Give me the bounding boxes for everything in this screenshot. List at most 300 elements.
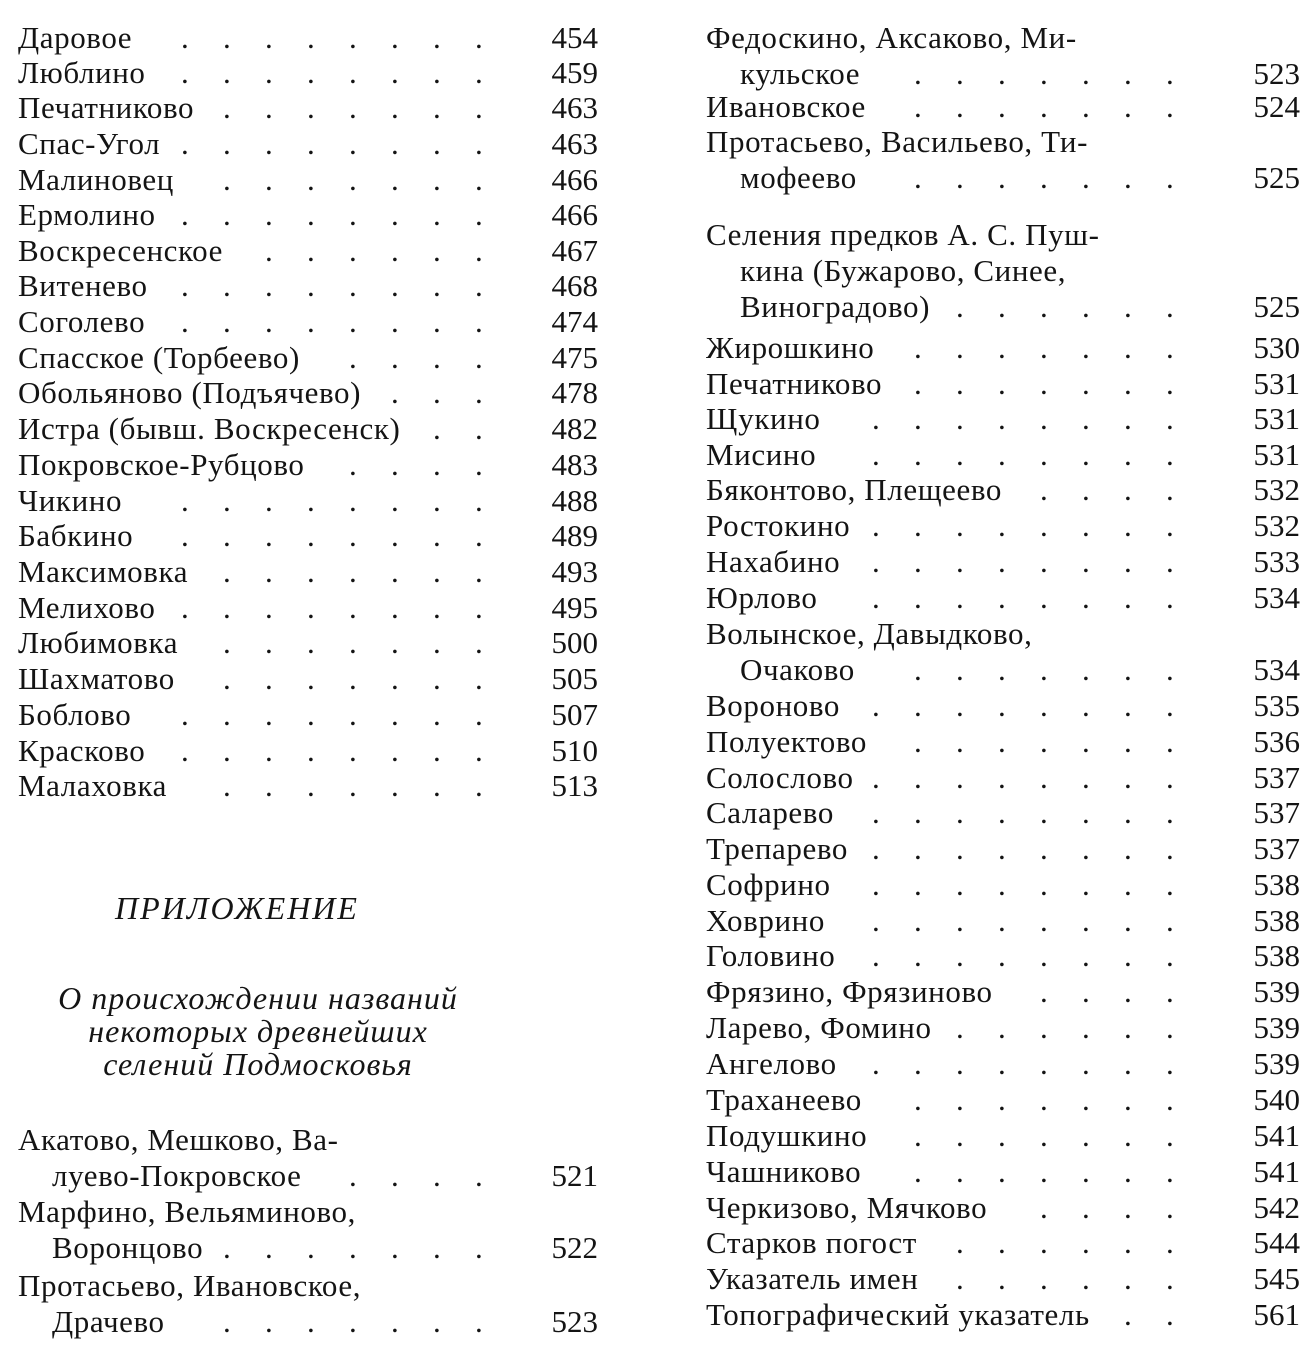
leader-dot: . xyxy=(1166,580,1175,615)
leader-dot: . xyxy=(433,518,442,553)
leader-dot: . xyxy=(433,1304,442,1339)
leader-dot: . xyxy=(998,1046,1007,1081)
toc-page-number: 488 xyxy=(551,483,598,518)
leader-dot: . xyxy=(391,554,400,589)
leader-dot: . xyxy=(433,162,442,197)
toc-page-number: 463 xyxy=(551,90,598,125)
leader-dot: . xyxy=(475,126,484,161)
leader-dot: . xyxy=(1166,795,1175,830)
leader-dot: . xyxy=(265,733,274,768)
leader-dot: . xyxy=(872,544,881,579)
leader-dot: . xyxy=(475,768,484,803)
toc-page-number: 534 xyxy=(1253,580,1300,615)
leader-dot: . xyxy=(433,625,442,660)
leader-dot: . xyxy=(1166,544,1175,579)
toc-entry xyxy=(706,472,1175,508)
leader-dot: . xyxy=(391,590,400,625)
leader-dot: . xyxy=(956,366,965,401)
toc-entry xyxy=(706,831,1175,867)
leader-dot: . xyxy=(223,90,232,125)
leader-dot: . xyxy=(265,1230,274,1265)
toc-page-number: 537 xyxy=(1253,831,1300,866)
leader-dot: . xyxy=(307,162,316,197)
leader-dot: . xyxy=(1082,508,1091,543)
leader-dot: . xyxy=(391,55,400,90)
leader-dot: . xyxy=(998,160,1007,195)
toc-page-number: 507 xyxy=(551,697,598,732)
toc-entry xyxy=(706,903,1175,939)
leader-dot: . xyxy=(1166,1225,1175,1260)
leader-dot: . xyxy=(391,375,400,410)
leader-dot: . xyxy=(998,437,1007,472)
leader-dot: . xyxy=(914,330,923,365)
leader-dot: . xyxy=(475,733,484,768)
leader-dot: . xyxy=(1124,831,1133,866)
leader-dot: . xyxy=(1124,472,1133,507)
leader-dot: . xyxy=(1166,437,1175,472)
toc-entry xyxy=(706,724,1175,760)
leader-dot: . xyxy=(1166,1046,1175,1081)
leader-dot: . xyxy=(1166,56,1175,91)
leader-dot: . xyxy=(998,56,1007,91)
toc-entry xyxy=(18,304,484,340)
toc-entry xyxy=(18,268,484,304)
leader-dot: . xyxy=(998,1010,1007,1045)
leader-dot: . xyxy=(181,55,190,90)
leader-dot: . xyxy=(265,768,274,803)
leader-dot: . xyxy=(872,795,881,830)
leader-dot: . xyxy=(223,554,232,589)
toc-entry-title: Истра (бывш. Воскресенск) xyxy=(18,411,401,446)
leader-dot: . xyxy=(1040,867,1049,902)
leader-dot: . xyxy=(956,1010,965,1045)
leader-dot: . xyxy=(349,126,358,161)
leader-dot: . xyxy=(265,268,274,303)
toc-entry-title: Щукино xyxy=(706,401,821,436)
toc-entry-title: Волынское, Давыдково, xyxy=(706,616,1033,651)
toc-entry-title: Полуектово xyxy=(706,724,868,759)
leader-dot: . xyxy=(1124,724,1133,759)
leader-dot: . xyxy=(914,1046,923,1081)
leader-dot: . xyxy=(349,661,358,696)
leader-dot: . xyxy=(1124,89,1133,124)
toc-entry xyxy=(18,554,484,590)
toc-entry xyxy=(706,1261,1175,1297)
toc-page-number: 468 xyxy=(551,268,598,303)
leader-dot: . xyxy=(872,580,881,615)
leader-dot: . xyxy=(265,661,274,696)
leader-dot: . xyxy=(433,126,442,161)
toc-entry xyxy=(18,340,484,376)
leader-dot: . xyxy=(181,733,190,768)
leader-dot: . xyxy=(1166,938,1175,973)
leader-dot: . xyxy=(1040,1082,1049,1117)
leader-dot: . xyxy=(391,661,400,696)
toc-entry xyxy=(706,867,1175,903)
toc-page-number: 474 xyxy=(551,304,598,339)
leader-dot: . xyxy=(956,580,965,615)
toc-entry xyxy=(18,197,484,233)
toc-entry-title: Черкизово, Мячково xyxy=(706,1190,988,1225)
leader-dot: . xyxy=(956,330,965,365)
toc-page-number: 539 xyxy=(1253,1010,1300,1045)
leader-dot: . xyxy=(998,544,1007,579)
leader-dot: . xyxy=(956,903,965,938)
leader-dot: . xyxy=(914,56,923,91)
leader-dot: . xyxy=(1082,903,1091,938)
toc-entry xyxy=(706,795,1175,831)
leader-dot: . xyxy=(433,197,442,232)
toc-entry-title: Максимовка xyxy=(18,554,189,589)
leader-dot: . xyxy=(181,697,190,732)
leader-dot: . xyxy=(1082,1154,1091,1189)
toc-entry xyxy=(706,20,1175,92)
toc-page-number: 483 xyxy=(551,447,598,482)
leader-dot: . xyxy=(998,89,1007,124)
leader-dot: . xyxy=(1124,688,1133,723)
toc-entry-title: Указатель имен xyxy=(706,1261,919,1296)
leader-dot: . xyxy=(914,89,923,124)
leader-dot: . xyxy=(307,483,316,518)
toc-entry-title: Мелихово xyxy=(18,590,156,625)
leader-dot: . xyxy=(956,1261,965,1296)
leader-dot: . xyxy=(223,768,232,803)
leader-dot: . xyxy=(181,197,190,232)
toc-entry xyxy=(706,124,1175,196)
leader-dot: . xyxy=(307,733,316,768)
leader-dot: . xyxy=(1124,1261,1133,1296)
leader-dot: . xyxy=(998,1154,1007,1189)
toc-entry xyxy=(706,366,1175,402)
leader-dot: . xyxy=(307,590,316,625)
leader-dot: . xyxy=(265,518,274,553)
toc-page-number: 493 xyxy=(551,554,598,589)
leader-dot: . xyxy=(998,580,1007,615)
leader-dot: . xyxy=(1124,1010,1133,1045)
leader-dot: . xyxy=(1040,160,1049,195)
leader-dot: . xyxy=(1082,1225,1091,1260)
leader-dot: . xyxy=(1124,56,1133,91)
toc-entry xyxy=(18,233,484,269)
toc-entry-title: Софрино xyxy=(706,867,831,902)
leader-dot: . xyxy=(872,437,881,472)
toc-page-number: 539 xyxy=(1253,974,1300,1009)
leader-dot: . xyxy=(1040,472,1049,507)
toc-entry xyxy=(706,938,1175,974)
toc-page-number: 539 xyxy=(1253,1046,1300,1081)
leader-dot: . xyxy=(956,831,965,866)
leader-dot: . xyxy=(223,304,232,339)
leader-dot: . xyxy=(265,625,274,660)
leader-dot: . xyxy=(391,126,400,161)
toc-entry-title: Красково xyxy=(18,733,146,768)
leader-dot: . xyxy=(475,447,484,482)
leader-dot: . xyxy=(1124,160,1133,195)
leader-dot: . xyxy=(998,330,1007,365)
leader-dot: . xyxy=(872,867,881,902)
toc-page-number: 524 xyxy=(1253,89,1300,124)
toc-entry xyxy=(706,401,1175,437)
leader-dot: . xyxy=(1124,1297,1133,1332)
leader-dot: . xyxy=(1040,580,1049,615)
toc-page-number: 541 xyxy=(1253,1154,1300,1189)
leader-dot: . xyxy=(223,268,232,303)
leader-dot: . xyxy=(956,160,965,195)
leader-dot: . xyxy=(433,661,442,696)
toc-entry-title: Подушкино xyxy=(706,1118,868,1153)
leader-dot: . xyxy=(1082,544,1091,579)
leader-dot: . xyxy=(914,652,923,687)
toc-entry xyxy=(18,126,484,162)
leader-dot: . xyxy=(1082,89,1091,124)
leader-dot: . xyxy=(1040,1010,1049,1045)
leader-dot: . xyxy=(223,162,232,197)
leader-dot: . xyxy=(475,518,484,553)
toc-entry xyxy=(18,661,484,697)
leader-dot: . xyxy=(391,518,400,553)
leader-dot: . xyxy=(265,697,274,732)
leader-dot: . xyxy=(433,1158,442,1193)
leader-dot: . xyxy=(223,197,232,232)
leader-dot: . xyxy=(475,233,484,268)
toc-entry-title: мофеево xyxy=(740,160,857,195)
leader-dot: . xyxy=(391,733,400,768)
leader-dot: . xyxy=(349,20,358,55)
toc-entry-title: Вороново xyxy=(706,688,840,723)
leader-dot: . xyxy=(433,55,442,90)
leader-dot: . xyxy=(914,1154,923,1189)
toc-page-number: 523 xyxy=(551,1304,598,1339)
leader-dot: . xyxy=(1040,330,1049,365)
toc-entry xyxy=(18,697,484,733)
toc-page-number: 525 xyxy=(1253,289,1300,324)
toc-page-number: 534 xyxy=(1253,652,1300,687)
leader-dot: . xyxy=(181,304,190,339)
leader-dot: . xyxy=(349,233,358,268)
leader-dot: . xyxy=(433,20,442,55)
toc-page-number: 561 xyxy=(1253,1297,1300,1332)
toc-page-number: 538 xyxy=(1253,867,1300,902)
leader-dot: . xyxy=(349,518,358,553)
leader-dot: . xyxy=(1082,831,1091,866)
leader-dot: . xyxy=(307,233,316,268)
leader-dot: . xyxy=(914,366,923,401)
leader-dot: . xyxy=(1082,437,1091,472)
leader-dot: . xyxy=(475,554,484,589)
leader-dot: . xyxy=(433,697,442,732)
toc-entry xyxy=(706,1154,1175,1190)
appendix-subheading-line: О происхождении названий xyxy=(58,980,458,1016)
toc-entry xyxy=(706,1190,1175,1226)
leader-dot: . xyxy=(998,1261,1007,1296)
toc-entry-title: Бяконтово, Плещеево xyxy=(706,472,1003,507)
toc-entry-title: Трепарево xyxy=(706,831,848,866)
toc-entry-title: Люблино xyxy=(18,55,146,90)
toc-entry-title: Ростокино xyxy=(706,508,851,543)
leader-dot: . xyxy=(1082,401,1091,436)
leader-dot: . xyxy=(1040,1190,1049,1225)
leader-dot: . xyxy=(1124,580,1133,615)
leader-dot: . xyxy=(307,268,316,303)
leader-dot: . xyxy=(1040,1046,1049,1081)
leader-dot: . xyxy=(1124,544,1133,579)
leader-dot: . xyxy=(307,1230,316,1265)
toc-entry-title: Печатниково xyxy=(706,366,883,401)
leader-dot: . xyxy=(1124,974,1133,1009)
toc-entry xyxy=(706,217,1175,325)
leader-dot: . xyxy=(223,1304,232,1339)
leader-dot: . xyxy=(956,1154,965,1189)
leader-dot: . xyxy=(433,411,442,446)
leader-dot: . xyxy=(307,126,316,161)
leader-dot: . xyxy=(1082,867,1091,902)
toc-entry-title: кульское xyxy=(740,56,861,91)
leader-dot: . xyxy=(1124,760,1133,795)
leader-dot: . xyxy=(433,340,442,375)
leader-dot: . xyxy=(956,867,965,902)
leader-dot: . xyxy=(349,625,358,660)
toc-entry xyxy=(706,1082,1175,1118)
leader-dot: . xyxy=(1040,688,1049,723)
leader-dot: . xyxy=(1166,89,1175,124)
leader-dot: . xyxy=(1166,366,1175,401)
leader-dot: . xyxy=(181,20,190,55)
leader-dot: . xyxy=(307,661,316,696)
leader-dot: . xyxy=(998,652,1007,687)
toc-entry-title: Витенево xyxy=(18,268,148,303)
toc-entry xyxy=(706,580,1175,616)
leader-dot: . xyxy=(1082,289,1091,324)
leader-dot: . xyxy=(433,233,442,268)
leader-dot: . xyxy=(349,590,358,625)
toc-entry-title: Юрлово xyxy=(706,580,818,615)
toc-page-number: 535 xyxy=(1253,688,1300,723)
leader-dot: . xyxy=(475,1304,484,1339)
leader-dot: . xyxy=(1124,366,1133,401)
leader-dot: . xyxy=(1082,1190,1091,1225)
leader-dot: . xyxy=(223,733,232,768)
leader-dot: . xyxy=(433,447,442,482)
toc-entry-title: Старков погост xyxy=(706,1225,917,1260)
toc-entry xyxy=(706,437,1175,473)
toc-page-number: 500 xyxy=(551,625,598,660)
leader-dot: . xyxy=(1082,472,1091,507)
toc-entry xyxy=(706,616,1175,688)
leader-dot: . xyxy=(956,760,965,795)
toc-entry-title: Топографический указатель xyxy=(706,1297,1090,1332)
toc-entry-title: Виноградово) xyxy=(740,289,931,324)
leader-dot: . xyxy=(914,688,923,723)
leader-dot: . xyxy=(1082,938,1091,973)
leader-dot: . xyxy=(998,1225,1007,1260)
appendix-subheading-line: селений Подмосковья xyxy=(103,1046,413,1082)
leader-dot: . xyxy=(956,652,965,687)
leader-dot: . xyxy=(391,340,400,375)
leader-dot: . xyxy=(1166,831,1175,866)
leader-dot: . xyxy=(1124,1154,1133,1189)
leader-dot: . xyxy=(1040,903,1049,938)
leader-dot: . xyxy=(475,268,484,303)
leader-dot: . xyxy=(1040,544,1049,579)
toc-page-number: 489 xyxy=(551,518,598,553)
leader-dot: . xyxy=(956,401,965,436)
toc-page-number: 525 xyxy=(1253,160,1300,195)
leader-dot: . xyxy=(433,590,442,625)
leader-dot: . xyxy=(349,304,358,339)
leader-dot: . xyxy=(1166,1154,1175,1189)
leader-dot: . xyxy=(1166,401,1175,436)
toc-entry-title: Чашниково xyxy=(706,1154,862,1189)
leader-dot: . xyxy=(1166,652,1175,687)
toc-page-number: 510 xyxy=(551,733,598,768)
toc-entry xyxy=(706,1297,1175,1333)
leader-dot: . xyxy=(1124,289,1133,324)
leader-dot: . xyxy=(223,1230,232,1265)
toc-entry xyxy=(706,508,1175,544)
toc-entry xyxy=(706,544,1175,580)
leader-dot: . xyxy=(1166,1082,1175,1117)
leader-dot: . xyxy=(1124,867,1133,902)
toc-page-number: 530 xyxy=(1253,330,1300,365)
leader-dot: . xyxy=(914,160,923,195)
toc-entry-title: Ангелово xyxy=(706,1046,837,1081)
toc-entry-title: Фрязино, Фрязиново xyxy=(706,974,993,1009)
leader-dot: . xyxy=(1124,330,1133,365)
toc-page-number: 537 xyxy=(1253,760,1300,795)
leader-dot: . xyxy=(391,197,400,232)
leader-dot: . xyxy=(475,411,484,446)
toc-page-number: 521 xyxy=(551,1158,598,1193)
leader-dot: . xyxy=(349,447,358,482)
leader-dot: . xyxy=(475,625,484,660)
leader-dot: . xyxy=(307,697,316,732)
leader-dot: . xyxy=(349,340,358,375)
leader-dot: . xyxy=(914,580,923,615)
leader-dot: . xyxy=(475,90,484,125)
leader-dot: . xyxy=(1082,56,1091,91)
leader-dot: . xyxy=(391,1230,400,1265)
leader-dot: . xyxy=(433,483,442,518)
leader-dot: . xyxy=(223,697,232,732)
leader-dot: . xyxy=(223,20,232,55)
toc-entry-title: Траханеево xyxy=(706,1082,862,1117)
leader-dot: . xyxy=(223,483,232,518)
leader-dot: . xyxy=(914,903,923,938)
leader-dot: . xyxy=(307,197,316,232)
toc-entry xyxy=(18,447,484,483)
leader-dot: . xyxy=(956,1225,965,1260)
leader-dot: . xyxy=(1166,724,1175,759)
leader-dot: . xyxy=(1124,1082,1133,1117)
leader-dot: . xyxy=(956,795,965,830)
leader-dot: . xyxy=(475,20,484,55)
leader-dot: . xyxy=(181,518,190,553)
toc-page-number: 532 xyxy=(1253,472,1300,507)
leader-dot: . xyxy=(391,268,400,303)
toc-entry-title: Селения предков А. С. Пуш- xyxy=(706,217,1100,252)
leader-dot: . xyxy=(1166,1190,1175,1225)
leader-dot: . xyxy=(956,1082,965,1117)
leader-dot: . xyxy=(391,90,400,125)
toc-entry-title: Даровое xyxy=(18,20,133,55)
leader-dot: . xyxy=(956,544,965,579)
leader-dot: . xyxy=(433,768,442,803)
toc-page-number: 536 xyxy=(1253,724,1300,759)
leader-dot: . xyxy=(181,483,190,518)
leader-dot: . xyxy=(475,375,484,410)
toc-entry xyxy=(18,1268,484,1340)
leader-dot: . xyxy=(1082,760,1091,795)
